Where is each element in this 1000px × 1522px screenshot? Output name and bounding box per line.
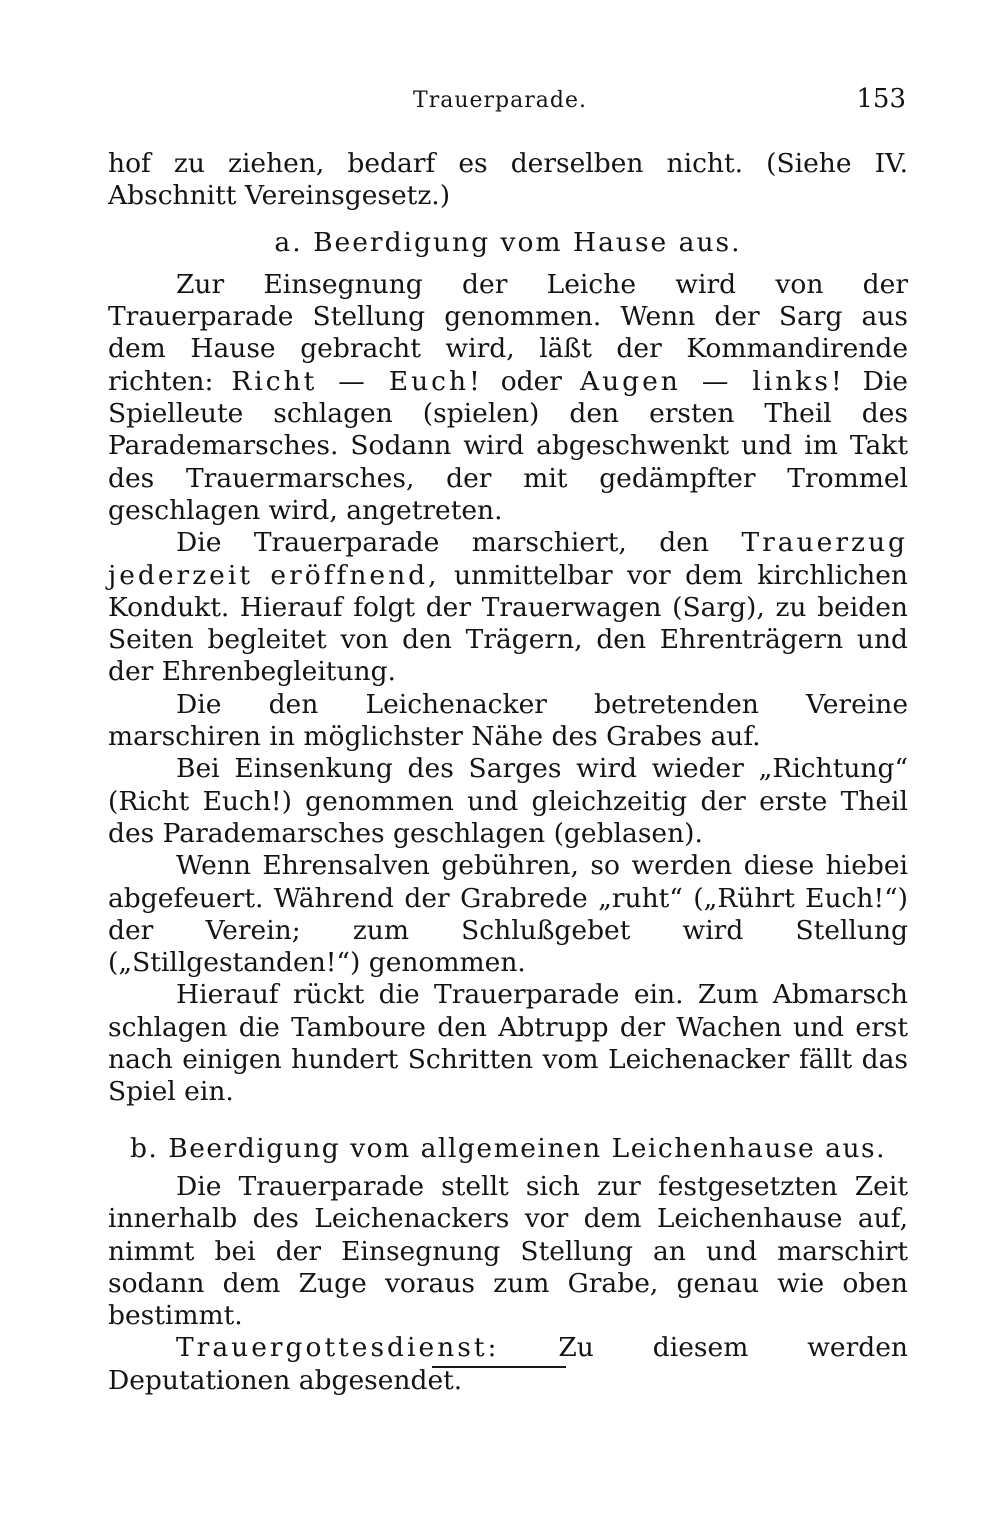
paragraph-a1 (108, 269, 908, 527)
page-number: 153 (856, 84, 906, 114)
paragraph-a4: Bei Einsenkung des Sarges wird wieder „Richtung“ (Richt Euch!) genommen und gleichzeitig der erste Theil des Parademarsches geschlagen (geblasen). (108, 753, 908, 849)
paragraph-b1: Die Trauerparade stellt sich zur festgesetzten Zeit innerhalb des Leichenackers vor dem Leichenhause auf, nimmt bei der Einsegnung Stellung an und marschirt sodann dem Zuge voraus zum Grabe, genau wie oben bestimmt. (108, 1170, 908, 1332)
section-heading-b: b. Beerdigung vom allgemeinen Leichenhause aus. (129, 1132, 887, 1164)
paragraph-a2-part2: unmittelbar vor dem kirchlichen Kondukt. Hierauf folgt der Trauerwagen (Sarg), zu beiden Seiten begleitet von den Trägern, den Ehrenträgern und der Ehrenbegleitung. (108, 559, 909, 688)
paragraph-a1-part1: Zur Einsegnung der Leiche wird von der Trauerparade Stellung genommen. Wenn der Sarg aus dem Hause gebracht wird, läßt der Kommandirende richten: (108, 268, 908, 397)
paragraph-a1-part2: oder (482, 365, 580, 397)
section-heading-a: a. Beerdigung vom Hause aus. (274, 226, 742, 258)
paragraph-a2-part1: Die Trauerparade marschiert, den (176, 527, 742, 559)
paragraph-a1-part3: Die Spielleute schlagen (spielen) den ersten Theil des Parademarsches. Sodann wird abgeschwenkt und im Takt des Trauermarsches, der mit gedämpfter Trommel geschlagen wird, angetreten. (108, 365, 908, 526)
emphasis-trauerzug: Trauerzug jederzeit eröffnend, (108, 527, 908, 591)
label-trauergottesdienst: Trauergottesdienst: (176, 1332, 500, 1364)
intro-paragraph: hof zu ziehen, bedarf es derselben nicht. (Siehe IV. Abschnitt Vereinsgesetz.) (108, 148, 908, 212)
paragraph-a5: Wenn Ehrensalven gebühren, so werden diese hiebei abgefeuert. Während der Grabrede „ruht“ („Rührt Euch!“) der Verein; zum Schlußgebet wird Stellung („Stillgestanden!“) genommen. (108, 850, 908, 979)
paragraph-a6: Hierauf rückt die Trauerparade ein. Zum Abmarsch schlagen die Tamboure den Abtrupp der Wachen und erst nach einigen hundert Schritten vom Leichenacker fällt das Spiel ein. (108, 979, 908, 1108)
body-text (108, 148, 908, 1397)
running-title: Trauerparade. (413, 88, 587, 113)
paragraph-a3: Die den Leichenacker betretenden Vereine marschiren in möglichster Nähe des Grabes auf. (108, 688, 908, 753)
paragraph-a2 (108, 527, 908, 688)
command-richt-euch: Richt — Euch! (231, 365, 483, 397)
paragraph-b2-text: Zu diesem werden Deputationen abgesendet. (108, 1332, 908, 1396)
command-augen-links: Augen — links! (579, 365, 845, 397)
paragraph-b2 (108, 1332, 908, 1397)
end-rule (432, 1366, 566, 1368)
